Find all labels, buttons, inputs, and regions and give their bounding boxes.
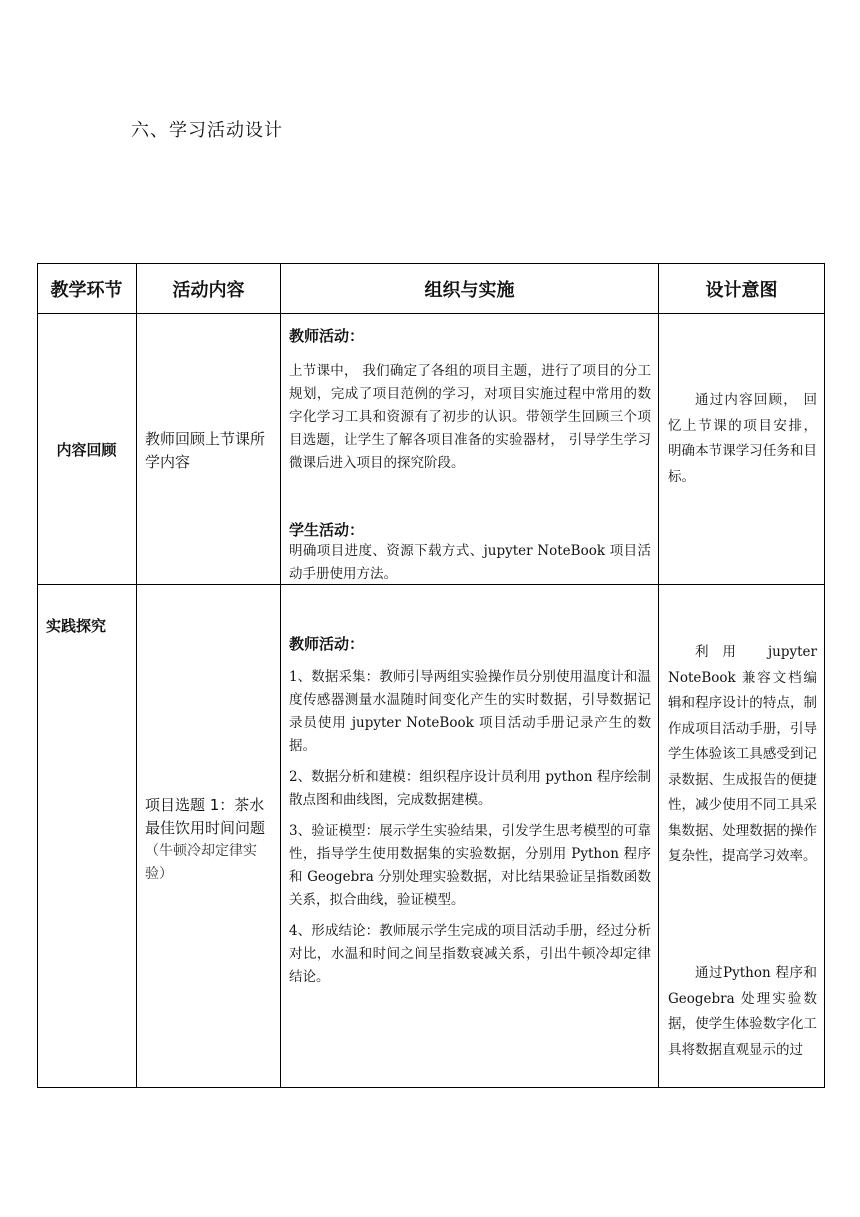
step-validation: 3、验证模型：展示学生实验结果，引发学生思考模型的可靠性，指导学生使用数据集的实验数据，分别用 Python 程序和 Geogebra 分别处理实验数据，对比结果验证呈指数函数关系，拟合曲线，验证模型。 [289,823,651,908]
header-organization: 组织与实施 [424,279,515,301]
activity-review: 教师回顾上节课所学内容 [145,430,266,471]
student-activity-title-label: 学生活动： [289,521,365,539]
student-activity-text: 明确项目进度、资源下载方式、jupyter NoteBook 项目活动手册使用方法。 [289,543,651,582]
teacher-activity-text: 上节课中， 我们确定了各组的项目主题，进行了项目的分工规划，完成了项目范例的学习，对项目实施过程中常用的数字化学习工具和资源有了初步的认识。带领学生回顾三个项目选题，让学生了解各项目准备的实验器材， 引导学生学习微课后进入项目的探究阶段。 [289,363,651,471]
intent-practice-2: 通过Python 程序和 Geogebra 处理实验数据，使学生体验数字化工具将数据直观显示的过 [668,965,817,1058]
step-modeling: 2、数据分析和建模：组织程序设计员利用 python 程序绘制散点图和曲线图，完成数据建模。 [289,769,651,808]
intent-review: 通过内容回顾， 回忆上节课的项目安排， 明确本节课学习任务和目标。 [668,392,817,485]
intent-practice-1: 利用 jupyter NoteBook 兼容文档编辑和程序设计的特点，制作成项目活动手册，引导学生体验该工具感受到记录数据、生成报告的便捷性，减少使用不同工具采集数据、处理数据的操作复杂性，提高学习效率。 [668,644,817,864]
header-design-intent: 设计意图 [705,279,778,301]
step-data-collection: 1、数据采集：教师引导两组实验操作员分别使用温度计和温度传感器测量水温随时间变化产生的实时数据，引导数据记录员使用 jupyter NoteBook 项目活动手册记录产生的数据。 [289,669,651,754]
activity-project-title: 项目选题 1：茶水最佳饮用时间问题 [145,796,266,837]
step-conclusion: 4、形成结论：教师展示学生完成的项目活动手册，经过分析对比，水温和时间之间呈指数衰减关系，引出牛顿冷却定律结论。 [289,923,651,985]
teacher-activity-title-2: 教师活动： [289,635,365,653]
teacher-activity-title: 教师活动： [289,327,365,345]
stage-review: 内容回顾 [56,440,117,459]
header-activity-content: 活动内容 [172,279,245,301]
activity-project-topic [145,794,273,886]
stage-practice: 实践探究 [46,617,107,635]
section-heading: 六、学习活动设计 [131,120,283,141]
activity-project-note: （牛顿冷却定律实验） [145,843,257,882]
header-teaching-stage: 教学环节 [50,279,123,301]
row1-implementation [289,324,651,520]
row2-implementation [289,632,651,989]
